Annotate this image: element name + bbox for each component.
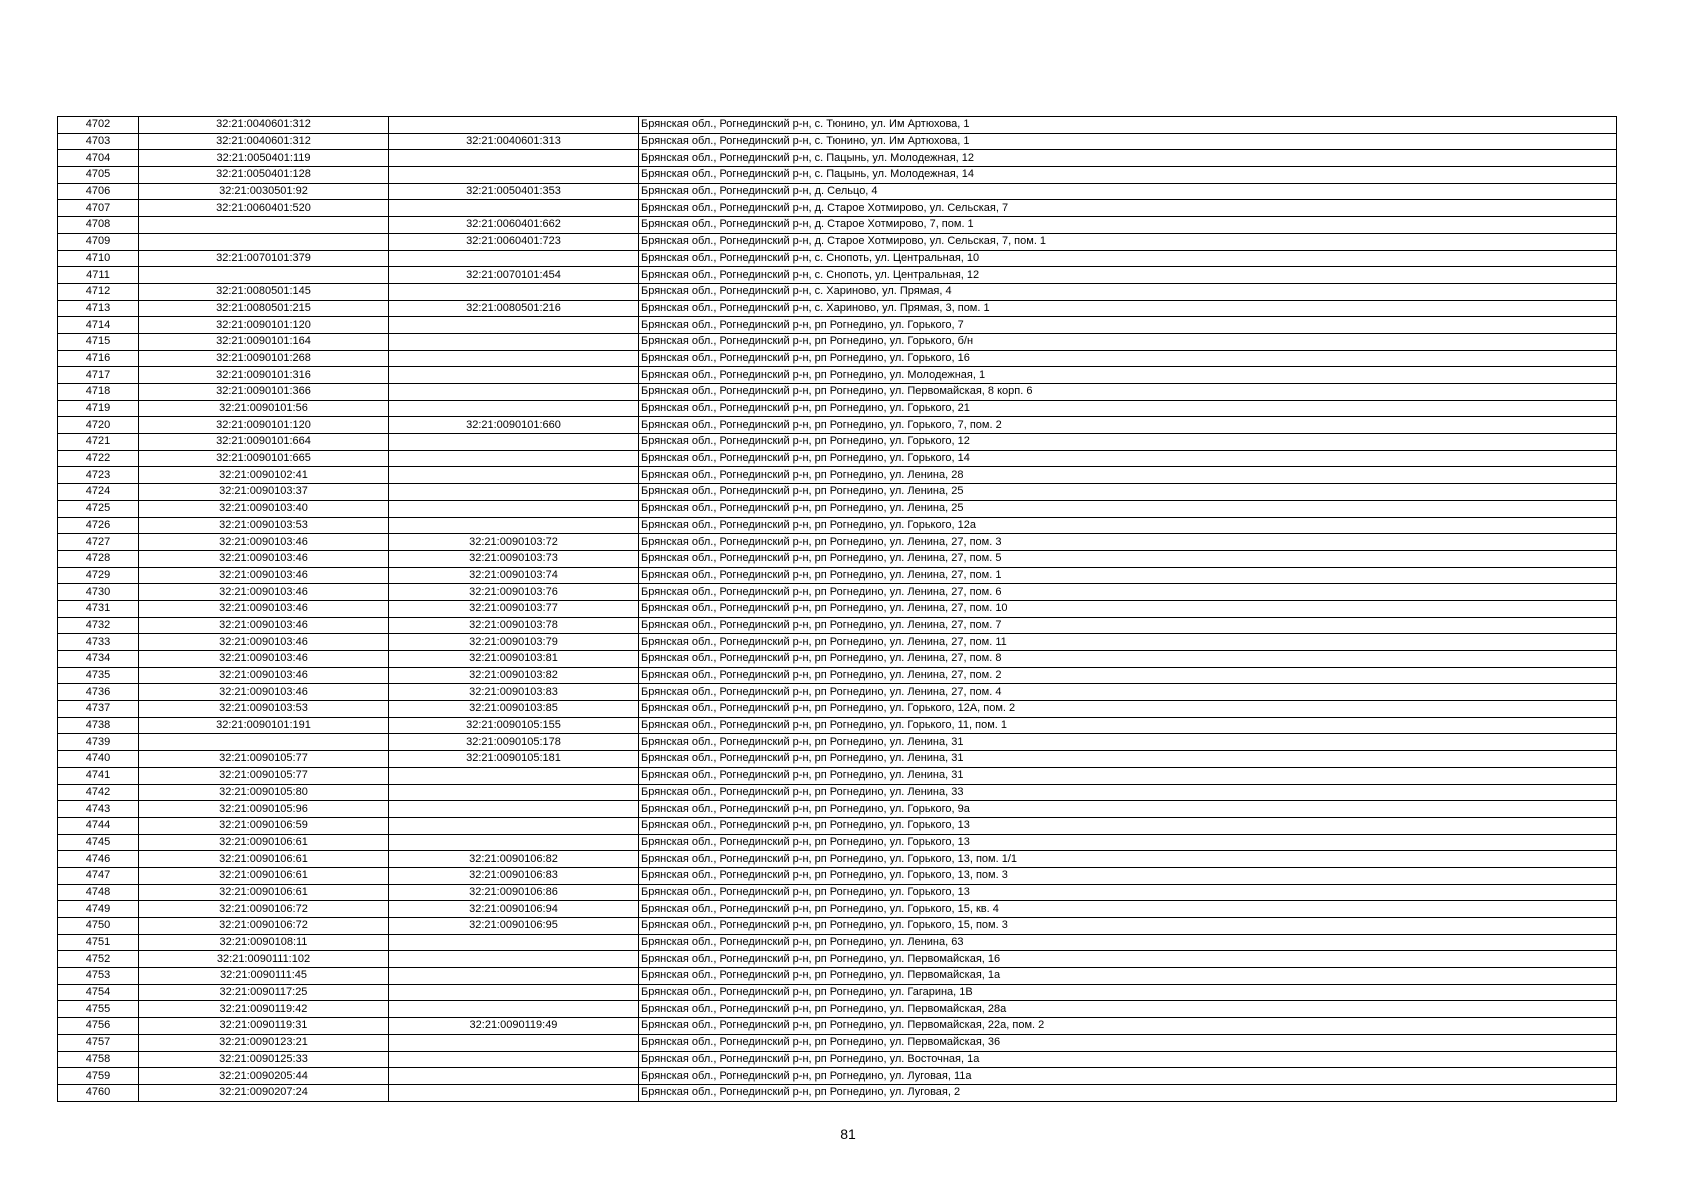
address-cell: Брянская обл., Рогнединский р-н, рп Рогнедино, ул. Горького, 9а xyxy=(639,801,1617,818)
premises-cadastral-number-cell xyxy=(389,934,639,951)
address-cell: Брянская обл., Рогнединский р-н, рп Рогнедино, ул. Горького, 16 xyxy=(639,350,1617,367)
cadastral-number-cell: 32:21:0070101:379 xyxy=(139,250,389,267)
address-cell: Брянская обл., Рогнединский р-н, рп Рогнедино, ул. Ленина, 25 xyxy=(639,484,1617,501)
cadastral-number-cell: 32:21:0090106:72 xyxy=(139,918,389,935)
table-row xyxy=(58,1034,1617,1051)
address-cell: Брянская обл., Рогнединский р-н, рп Рогнедино, ул. Ленина, 33 xyxy=(639,784,1617,801)
table-row xyxy=(58,400,1617,417)
address-cell: Брянская обл., Рогнединский р-н, рп Рогнедино, ул. Горького, 13, пом. 3 xyxy=(639,867,1617,884)
table-row xyxy=(58,918,1617,935)
table-row xyxy=(58,167,1617,184)
row-number-cell: 4751 xyxy=(58,934,139,951)
address-cell: Брянская обл., Рогнединский р-н, рп Рогнедино, ул. Первомайская, 28а xyxy=(639,1001,1617,1018)
cadastral-number-cell: 32:21:0040601:312 xyxy=(139,117,389,134)
row-number-cell: 4716 xyxy=(58,350,139,367)
cadastral-number-cell: 32:21:0090106:72 xyxy=(139,901,389,918)
premises-cadastral-number-cell: 32:21:0090103:76 xyxy=(389,584,639,601)
table-row xyxy=(58,367,1617,384)
premises-cadastral-number-cell: 32:21:0090105:178 xyxy=(389,734,639,751)
table-row xyxy=(58,634,1617,651)
row-number-cell: 4724 xyxy=(58,484,139,501)
cadastral-number-cell: 32:21:0090105:80 xyxy=(139,784,389,801)
address-cell: Брянская обл., Рогнединский р-н, с. Пацынь, ул. Молодежная, 12 xyxy=(639,150,1617,167)
row-number-cell: 4726 xyxy=(58,517,139,534)
row-number-cell: 4741 xyxy=(58,767,139,784)
page-number: 81 xyxy=(840,1126,856,1142)
cadastral-number-cell: 32:21:0090101:56 xyxy=(139,400,389,417)
table-row xyxy=(58,801,1617,818)
table-row xyxy=(58,867,1617,884)
cadastral-number-cell: 32:21:0090106:61 xyxy=(139,851,389,868)
premises-cadastral-number-cell: 32:21:0090106:94 xyxy=(389,901,639,918)
row-number-cell: 4737 xyxy=(58,701,139,718)
address-cell: Брянская обл., Рогнединский р-н, с. Снопоть, ул. Центральная, 10 xyxy=(639,250,1617,267)
table-row xyxy=(58,250,1617,267)
address-cell: Брянская обл., Рогнединский р-н, с. Пацынь, ул. Молодежная, 14 xyxy=(639,167,1617,184)
row-number-cell: 4714 xyxy=(58,317,139,334)
cadastral-number-cell: 32:21:0090105:77 xyxy=(139,751,389,768)
table-row xyxy=(58,117,1617,134)
table-row xyxy=(58,951,1617,968)
row-number-cell: 4734 xyxy=(58,651,139,668)
table-row xyxy=(58,701,1617,718)
cadastral-number-cell: 32:21:0090119:42 xyxy=(139,1001,389,1018)
table-row xyxy=(58,484,1617,501)
row-number-cell: 4740 xyxy=(58,751,139,768)
row-number-cell: 4728 xyxy=(58,550,139,567)
cadastral-number-cell xyxy=(139,233,389,250)
table-row xyxy=(58,350,1617,367)
premises-cadastral-number-cell xyxy=(389,1034,639,1051)
premises-cadastral-number-cell xyxy=(389,951,639,968)
cadastral-number-cell: 32:21:0090207:24 xyxy=(139,1084,389,1101)
address-cell: Брянская обл., Рогнединский р-н, рп Рогнедино, ул. Ленина, 27, пом. 5 xyxy=(639,550,1617,567)
premises-cadastral-number-cell xyxy=(389,784,639,801)
cadastral-number-cell: 32:21:0090103:46 xyxy=(139,667,389,684)
premises-cadastral-number-cell: 32:21:0040601:313 xyxy=(389,133,639,150)
premises-cadastral-number-cell: 32:21:0080501:216 xyxy=(389,300,639,317)
address-cell: Брянская обл., Рогнединский р-н, д. Старое Хотмирово, 7, пом. 1 xyxy=(639,217,1617,234)
premises-cadastral-number-cell: 32:21:0090103:72 xyxy=(389,534,639,551)
row-number-cell: 4711 xyxy=(58,267,139,284)
table-row xyxy=(58,300,1617,317)
table-row xyxy=(58,851,1617,868)
premises-cadastral-number-cell xyxy=(389,400,639,417)
premises-cadastral-number-cell xyxy=(389,367,639,384)
cadastral-number-cell: 32:21:0080501:145 xyxy=(139,283,389,300)
table-row xyxy=(58,1051,1617,1068)
row-number-cell: 4756 xyxy=(58,1018,139,1035)
row-number-cell: 4752 xyxy=(58,951,139,968)
cadastral-number-cell: 32:21:0090101:268 xyxy=(139,350,389,367)
registry-table-body xyxy=(58,117,1617,1102)
row-number-cell: 4721 xyxy=(58,434,139,451)
address-cell: Брянская обл., Рогнединский р-н, рп Рогнедино, ул. Восточная, 1а xyxy=(639,1051,1617,1068)
premises-cadastral-number-cell: 32:21:0060401:662 xyxy=(389,217,639,234)
premises-cadastral-number-cell xyxy=(389,117,639,134)
cadastral-number-cell: 32:21:0090103:46 xyxy=(139,567,389,584)
premises-cadastral-number-cell: 32:21:0090103:77 xyxy=(389,600,639,617)
cadastral-number-cell xyxy=(139,267,389,284)
premises-cadastral-number-cell xyxy=(389,450,639,467)
row-number-cell: 4758 xyxy=(58,1051,139,1068)
address-cell: Брянская обл., Рогнединский р-н, рп Рогнедино, ул. Ленина, 27, пом. 10 xyxy=(639,600,1617,617)
address-cell: Брянская обл., Рогнединский р-н, рп Рогнедино, ул. Горького, 13 xyxy=(639,817,1617,834)
row-number-cell: 4755 xyxy=(58,1001,139,1018)
address-cell: Брянская обл., Рогнединский р-н, рп Рогнедино, ул. Луговая, 11а xyxy=(639,1068,1617,1085)
address-cell: Брянская обл., Рогнединский р-н, рп Рогнедино, ул. Горького, б/н xyxy=(639,333,1617,350)
address-cell: Брянская обл., Рогнединский р-н, рп Рогнедино, ул. Ленина, 28 xyxy=(639,467,1617,484)
address-cell: Брянская обл., Рогнединский р-н, рп Рогнедино, ул. Молодежная, 1 xyxy=(639,367,1617,384)
address-cell: Брянская обл., Рогнединский р-н, рп Рогнедино, ул. Горького, 15, кв. 4 xyxy=(639,901,1617,918)
address-cell: Брянская обл., Рогнединский р-н, рп Рогнедино, ул. Ленина, 27, пом. 6 xyxy=(639,584,1617,601)
row-number-cell: 4709 xyxy=(58,233,139,250)
cadastral-number-cell: 32:21:0090106:61 xyxy=(139,884,389,901)
cadastral-number-cell: 32:21:0090103:46 xyxy=(139,584,389,601)
row-number-cell: 4727 xyxy=(58,534,139,551)
table-row xyxy=(58,500,1617,517)
address-cell: Брянская обл., Рогнединский р-н, д. Старое Хотмирово, ул. Сельская, 7, пом. 1 xyxy=(639,233,1617,250)
row-number-cell: 4704 xyxy=(58,150,139,167)
row-number-cell: 4753 xyxy=(58,968,139,985)
cadastral-number-cell: 32:21:0090101:366 xyxy=(139,384,389,401)
table-row xyxy=(58,984,1617,1001)
cadastral-number-cell: 32:21:0090103:53 xyxy=(139,517,389,534)
address-cell: Брянская обл., Рогнединский р-н, рп Рогнедино, ул. Ленина, 27, пом. 7 xyxy=(639,617,1617,634)
row-number-cell: 4723 xyxy=(58,467,139,484)
premises-cadastral-number-cell xyxy=(389,1051,639,1068)
premises-cadastral-number-cell xyxy=(389,817,639,834)
premises-cadastral-number-cell xyxy=(389,167,639,184)
cadastral-number-cell: 32:21:0090125:33 xyxy=(139,1051,389,1068)
table-row xyxy=(58,333,1617,350)
address-cell: Брянская обл., Рогнединский р-н, рп Рогнедино, ул. Первомайская, 36 xyxy=(639,1034,1617,1051)
premises-cadastral-number-cell: 32:21:0090103:74 xyxy=(389,567,639,584)
premises-cadastral-number-cell xyxy=(389,1001,639,1018)
premises-cadastral-number-cell xyxy=(389,500,639,517)
row-number-cell: 4713 xyxy=(58,300,139,317)
premises-cadastral-number-cell xyxy=(389,350,639,367)
table-row xyxy=(58,901,1617,918)
cadastral-number-cell: 32:21:0090103:46 xyxy=(139,651,389,668)
table-row xyxy=(58,1068,1617,1085)
row-number-cell: 4710 xyxy=(58,250,139,267)
address-cell: Брянская обл., Рогнединский р-н, с. Снопоть, ул. Центральная, 12 xyxy=(639,267,1617,284)
row-number-cell: 4712 xyxy=(58,283,139,300)
cadastral-number-cell: 32:21:0090103:46 xyxy=(139,617,389,634)
row-number-cell: 4706 xyxy=(58,183,139,200)
row-number-cell: 4730 xyxy=(58,584,139,601)
cadastral-number-cell: 32:21:0090101:316 xyxy=(139,367,389,384)
cadastral-number-cell: 32:21:0090103:46 xyxy=(139,550,389,567)
table-row xyxy=(58,1001,1617,1018)
cadastral-number-cell: 32:21:0090205:44 xyxy=(139,1068,389,1085)
address-cell: Брянская обл., Рогнединский р-н, рп Рогнедино, ул. Горького, 7, пом. 2 xyxy=(639,417,1617,434)
row-number-cell: 4743 xyxy=(58,801,139,818)
address-cell: Брянская обл., Рогнединский р-н, рп Рогнедино, ул. Горького, 12А, пом. 2 xyxy=(639,701,1617,718)
cadastral-number-cell: 32:21:0090108:11 xyxy=(139,934,389,951)
table-row xyxy=(58,884,1617,901)
premises-cadastral-number-cell: 32:21:0090106:82 xyxy=(389,851,639,868)
cadastral-number-cell: 32:21:0090119:31 xyxy=(139,1018,389,1035)
address-cell: Брянская обл., Рогнединский р-н, рп Рогнедино, ул. Горького, 7 xyxy=(639,317,1617,334)
row-number-cell: 4748 xyxy=(58,884,139,901)
row-number-cell: 4736 xyxy=(58,684,139,701)
address-cell: Брянская обл., Рогнединский р-н, рп Рогнедино, ул. Ленина, 27, пом. 3 xyxy=(639,534,1617,551)
premises-cadastral-number-cell: 32:21:0090101:660 xyxy=(389,417,639,434)
table-row xyxy=(58,600,1617,617)
table-row xyxy=(58,267,1617,284)
table-row xyxy=(58,317,1617,334)
table-row xyxy=(58,834,1617,851)
row-number-cell: 4722 xyxy=(58,450,139,467)
registry-table xyxy=(57,116,1617,1102)
cadastral-number-cell: 32:21:0050401:128 xyxy=(139,167,389,184)
row-number-cell: 4703 xyxy=(58,133,139,150)
table-row xyxy=(58,717,1617,734)
address-cell: Брянская обл., Рогнединский р-н, д. Сельцо, 4 xyxy=(639,183,1617,200)
row-number-cell: 4757 xyxy=(58,1034,139,1051)
premises-cadastral-number-cell xyxy=(389,801,639,818)
table-row xyxy=(58,550,1617,567)
table-row xyxy=(58,751,1617,768)
premises-cadastral-number-cell: 32:21:0090103:78 xyxy=(389,617,639,634)
row-number-cell: 4732 xyxy=(58,617,139,634)
row-number-cell: 4729 xyxy=(58,567,139,584)
premises-cadastral-number-cell xyxy=(389,150,639,167)
row-number-cell: 4717 xyxy=(58,367,139,384)
address-cell: Брянская обл., Рогнединский р-н, рп Рогнедино, ул. Горького, 15, пом. 3 xyxy=(639,918,1617,935)
premises-cadastral-number-cell xyxy=(389,834,639,851)
cadastral-number-cell: 32:21:0040601:312 xyxy=(139,133,389,150)
cadastral-number-cell: 32:21:0090103:46 xyxy=(139,534,389,551)
premises-cadastral-number-cell: 32:21:0090103:85 xyxy=(389,701,639,718)
row-number-cell: 4735 xyxy=(58,667,139,684)
cadastral-number-cell: 32:21:0090101:164 xyxy=(139,333,389,350)
premises-cadastral-number-cell xyxy=(389,517,639,534)
cadastral-number-cell: 32:21:0090103:40 xyxy=(139,500,389,517)
premises-cadastral-number-cell: 32:21:0070101:454 xyxy=(389,267,639,284)
premises-cadastral-number-cell: 32:21:0090106:83 xyxy=(389,867,639,884)
table-row xyxy=(58,233,1617,250)
cadastral-number-cell: 32:21:0090101:120 xyxy=(139,417,389,434)
table-row xyxy=(58,617,1617,634)
address-cell: Брянская обл., Рогнединский р-н, рп Рогнедино, ул. Ленина, 31 xyxy=(639,767,1617,784)
address-cell: Брянская обл., Рогнединский р-н, с. Хариново, ул. Прямая, 4 xyxy=(639,283,1617,300)
address-cell: Брянская обл., Рогнединский р-н, рп Рогнедино, ул. Горького, 12 xyxy=(639,434,1617,451)
premises-cadastral-number-cell: 32:21:0090119:49 xyxy=(389,1018,639,1035)
table-row xyxy=(58,517,1617,534)
row-number-cell: 4708 xyxy=(58,217,139,234)
table-row xyxy=(58,651,1617,668)
table-row xyxy=(58,150,1617,167)
registry-sheet xyxy=(57,116,1616,1102)
premises-cadastral-number-cell: 32:21:0090106:86 xyxy=(389,884,639,901)
address-cell: Брянская обл., Рогнединский р-н, рп Рогнедино, ул. Первомайская, 1а xyxy=(639,968,1617,985)
premises-cadastral-number-cell xyxy=(389,250,639,267)
cadastral-number-cell: 32:21:0090102:41 xyxy=(139,467,389,484)
cadastral-number-cell: 32:21:0050401:119 xyxy=(139,150,389,167)
premises-cadastral-number-cell: 32:21:0090103:79 xyxy=(389,634,639,651)
row-number-cell: 4760 xyxy=(58,1084,139,1101)
table-row xyxy=(58,767,1617,784)
premises-cadastral-number-cell: 32:21:0090103:83 xyxy=(389,684,639,701)
address-cell: Брянская обл., Рогнединский р-н, с. Тюнино, ул. Им Артюхова, 1 xyxy=(639,117,1617,134)
cadastral-number-cell: 32:21:0080501:215 xyxy=(139,300,389,317)
address-cell: Брянская обл., Рогнединский р-н, рп Рогнедино, ул. Горького, 13, пом. 1/1 xyxy=(639,851,1617,868)
premises-cadastral-number-cell xyxy=(389,333,639,350)
premises-cadastral-number-cell: 32:21:0090103:82 xyxy=(389,667,639,684)
premises-cadastral-number-cell: 32:21:0090103:81 xyxy=(389,651,639,668)
premises-cadastral-number-cell: 32:21:0060401:723 xyxy=(389,233,639,250)
row-number-cell: 4739 xyxy=(58,734,139,751)
address-cell: Брянская обл., Рогнединский р-н, рп Рогнедино, ул. Первомайская, 22а, пом. 2 xyxy=(639,1018,1617,1035)
row-number-cell: 4745 xyxy=(58,834,139,851)
address-cell: Брянская обл., Рогнединский р-н, рп Рогнедино, ул. Гагарина, 1В xyxy=(639,984,1617,1001)
cadastral-number-cell: 32:21:0090105:96 xyxy=(139,801,389,818)
row-number-cell: 4731 xyxy=(58,600,139,617)
address-cell: Брянская обл., Рогнединский р-н, рп Рогнедино, ул. Ленина, 27, пом. 11 xyxy=(639,634,1617,651)
address-cell: Брянская обл., Рогнединский р-н, д. Старое Хотмирово, ул. Сельская, 7 xyxy=(639,200,1617,217)
cadastral-number-cell: 32:21:0090117:25 xyxy=(139,984,389,1001)
table-row xyxy=(58,217,1617,234)
table-row xyxy=(58,467,1617,484)
table-row xyxy=(58,133,1617,150)
cadastral-number-cell: 32:21:0090111:102 xyxy=(139,951,389,968)
row-number-cell: 4725 xyxy=(58,500,139,517)
address-cell: Брянская обл., Рогнединский р-н, рп Рогнедино, ул. Ленина, 27, пом. 4 xyxy=(639,684,1617,701)
address-cell: Брянская обл., Рогнединский р-н, рп Рогнедино, ул. Горького, 11, пом. 1 xyxy=(639,717,1617,734)
address-cell: Брянская обл., Рогнединский р-н, рп Рогнедино, ул. Ленина, 27, пом. 2 xyxy=(639,667,1617,684)
cadastral-number-cell: 32:21:0090123:21 xyxy=(139,1034,389,1051)
cadastral-number-cell: 32:21:0090106:59 xyxy=(139,817,389,834)
cadastral-number-cell: 32:21:0090106:61 xyxy=(139,867,389,884)
cadastral-number-cell: 32:21:0090103:46 xyxy=(139,634,389,651)
cadastral-number-cell: 32:21:0090101:120 xyxy=(139,317,389,334)
premises-cadastral-number-cell: 32:21:0090106:95 xyxy=(389,918,639,935)
table-row xyxy=(58,534,1617,551)
cadastral-number-cell: 32:21:0090103:46 xyxy=(139,600,389,617)
premises-cadastral-number-cell xyxy=(389,384,639,401)
row-number-cell: 4719 xyxy=(58,400,139,417)
row-number-cell: 4738 xyxy=(58,717,139,734)
table-row xyxy=(58,1084,1617,1101)
table-row xyxy=(58,784,1617,801)
row-number-cell: 4702 xyxy=(58,117,139,134)
address-cell: Брянская обл., Рогнединский р-н, рп Рогнедино, ул. Горького, 12а xyxy=(639,517,1617,534)
table-row xyxy=(58,684,1617,701)
table-row xyxy=(58,450,1617,467)
premises-cadastral-number-cell: 32:21:0090105:155 xyxy=(389,717,639,734)
row-number-cell: 4705 xyxy=(58,167,139,184)
premises-cadastral-number-cell xyxy=(389,968,639,985)
address-cell: Брянская обл., Рогнединский р-н, рп Рогнедино, ул. Ленина, 31 xyxy=(639,734,1617,751)
address-cell: Брянская обл., Рогнединский р-н, рп Рогнедино, ул. Горького, 13 xyxy=(639,884,1617,901)
row-number-cell: 4733 xyxy=(58,634,139,651)
row-number-cell: 4744 xyxy=(58,817,139,834)
row-number-cell: 4747 xyxy=(58,867,139,884)
table-row xyxy=(58,417,1617,434)
cadastral-number-cell: 32:21:0090101:665 xyxy=(139,450,389,467)
table-row xyxy=(58,384,1617,401)
address-cell: Брянская обл., Рогнединский р-н, рп Рогнедино, ул. Горького, 14 xyxy=(639,450,1617,467)
address-cell: Брянская обл., Рогнединский р-н, рп Рогнедино, ул. Ленина, 27, пом. 8 xyxy=(639,651,1617,668)
address-cell: Брянская обл., Рогнединский р-н, рп Рогнедино, ул. Горького, 21 xyxy=(639,400,1617,417)
table-row xyxy=(58,183,1617,200)
address-cell: Брянская обл., Рогнединский р-н, рп Рогнедино, ул. Луговая, 2 xyxy=(639,1084,1617,1101)
table-row xyxy=(58,567,1617,584)
row-number-cell: 4754 xyxy=(58,984,139,1001)
premises-cadastral-number-cell: 32:21:0050401:353 xyxy=(389,183,639,200)
row-number-cell: 4746 xyxy=(58,851,139,868)
premises-cadastral-number-cell xyxy=(389,484,639,501)
row-number-cell: 4742 xyxy=(58,784,139,801)
row-number-cell: 4718 xyxy=(58,384,139,401)
premises-cadastral-number-cell xyxy=(389,767,639,784)
address-cell: Брянская обл., Рогнединский р-н, рп Рогнедино, ул. Горького, 13 xyxy=(639,834,1617,851)
cadastral-number-cell xyxy=(139,734,389,751)
address-cell: Брянская обл., Рогнединский р-н, рп Рогнедино, ул. Первомайская, 16 xyxy=(639,951,1617,968)
premises-cadastral-number-cell xyxy=(389,317,639,334)
table-row xyxy=(58,817,1617,834)
row-number-cell: 4750 xyxy=(58,918,139,935)
address-cell: Брянская обл., Рогнединский р-н, рп Рогнедино, ул. Ленина, 63 xyxy=(639,934,1617,951)
address-cell: Брянская обл., Рогнединский р-н, с. Хариново, ул. Прямая, 3, пом. 1 xyxy=(639,300,1617,317)
table-row xyxy=(58,667,1617,684)
table-row xyxy=(58,1018,1617,1035)
cadastral-number-cell: 32:21:0090101:191 xyxy=(139,717,389,734)
address-cell: Брянская обл., Рогнединский р-н, рп Рогнедино, ул. Ленина, 31 xyxy=(639,751,1617,768)
cadastral-number-cell: 32:21:0060401:520 xyxy=(139,200,389,217)
premises-cadastral-number-cell xyxy=(389,434,639,451)
row-number-cell: 4707 xyxy=(58,200,139,217)
row-number-cell: 4749 xyxy=(58,901,139,918)
address-cell: Брянская обл., Рогнединский р-н, с. Тюнино, ул. Им Артюхова, 1 xyxy=(639,133,1617,150)
row-number-cell: 4759 xyxy=(58,1068,139,1085)
address-cell: Брянская обл., Рогнединский р-н, рп Рогнедино, ул. Ленина, 27, пом. 1 xyxy=(639,567,1617,584)
cadastral-number-cell: 32:21:0090105:77 xyxy=(139,767,389,784)
table-row xyxy=(58,584,1617,601)
table-row xyxy=(58,734,1617,751)
cadastral-number-cell: 32:21:0030501:92 xyxy=(139,183,389,200)
cadastral-number-cell: 32:21:0090103:53 xyxy=(139,701,389,718)
table-row xyxy=(58,934,1617,951)
row-number-cell: 4720 xyxy=(58,417,139,434)
row-number-cell: 4715 xyxy=(58,333,139,350)
table-row xyxy=(58,283,1617,300)
premises-cadastral-number-cell xyxy=(389,200,639,217)
cadastral-number-cell: 32:21:0090101:664 xyxy=(139,434,389,451)
table-row xyxy=(58,434,1617,451)
address-cell: Брянская обл., Рогнединский р-н, рп Рогнедино, ул. Ленина, 25 xyxy=(639,500,1617,517)
premises-cadastral-number-cell: 32:21:0090105:181 xyxy=(389,751,639,768)
premises-cadastral-number-cell xyxy=(389,1084,639,1101)
premises-cadastral-number-cell xyxy=(389,984,639,1001)
cadastral-number-cell xyxy=(139,217,389,234)
premises-cadastral-number-cell xyxy=(389,1068,639,1085)
premises-cadastral-number-cell: 32:21:0090103:73 xyxy=(389,550,639,567)
table-row xyxy=(58,200,1617,217)
cadastral-number-cell: 32:21:0090106:61 xyxy=(139,834,389,851)
cadastral-number-cell: 32:21:0090111:45 xyxy=(139,968,389,985)
premises-cadastral-number-cell xyxy=(389,467,639,484)
premises-cadastral-number-cell xyxy=(389,283,639,300)
cadastral-number-cell: 32:21:0090103:37 xyxy=(139,484,389,501)
table-row xyxy=(58,968,1617,985)
address-cell: Брянская обл., Рогнединский р-н, рп Рогнедино, ул. Первомайская, 8 корп. 6 xyxy=(639,384,1617,401)
cadastral-number-cell: 32:21:0090103:46 xyxy=(139,684,389,701)
